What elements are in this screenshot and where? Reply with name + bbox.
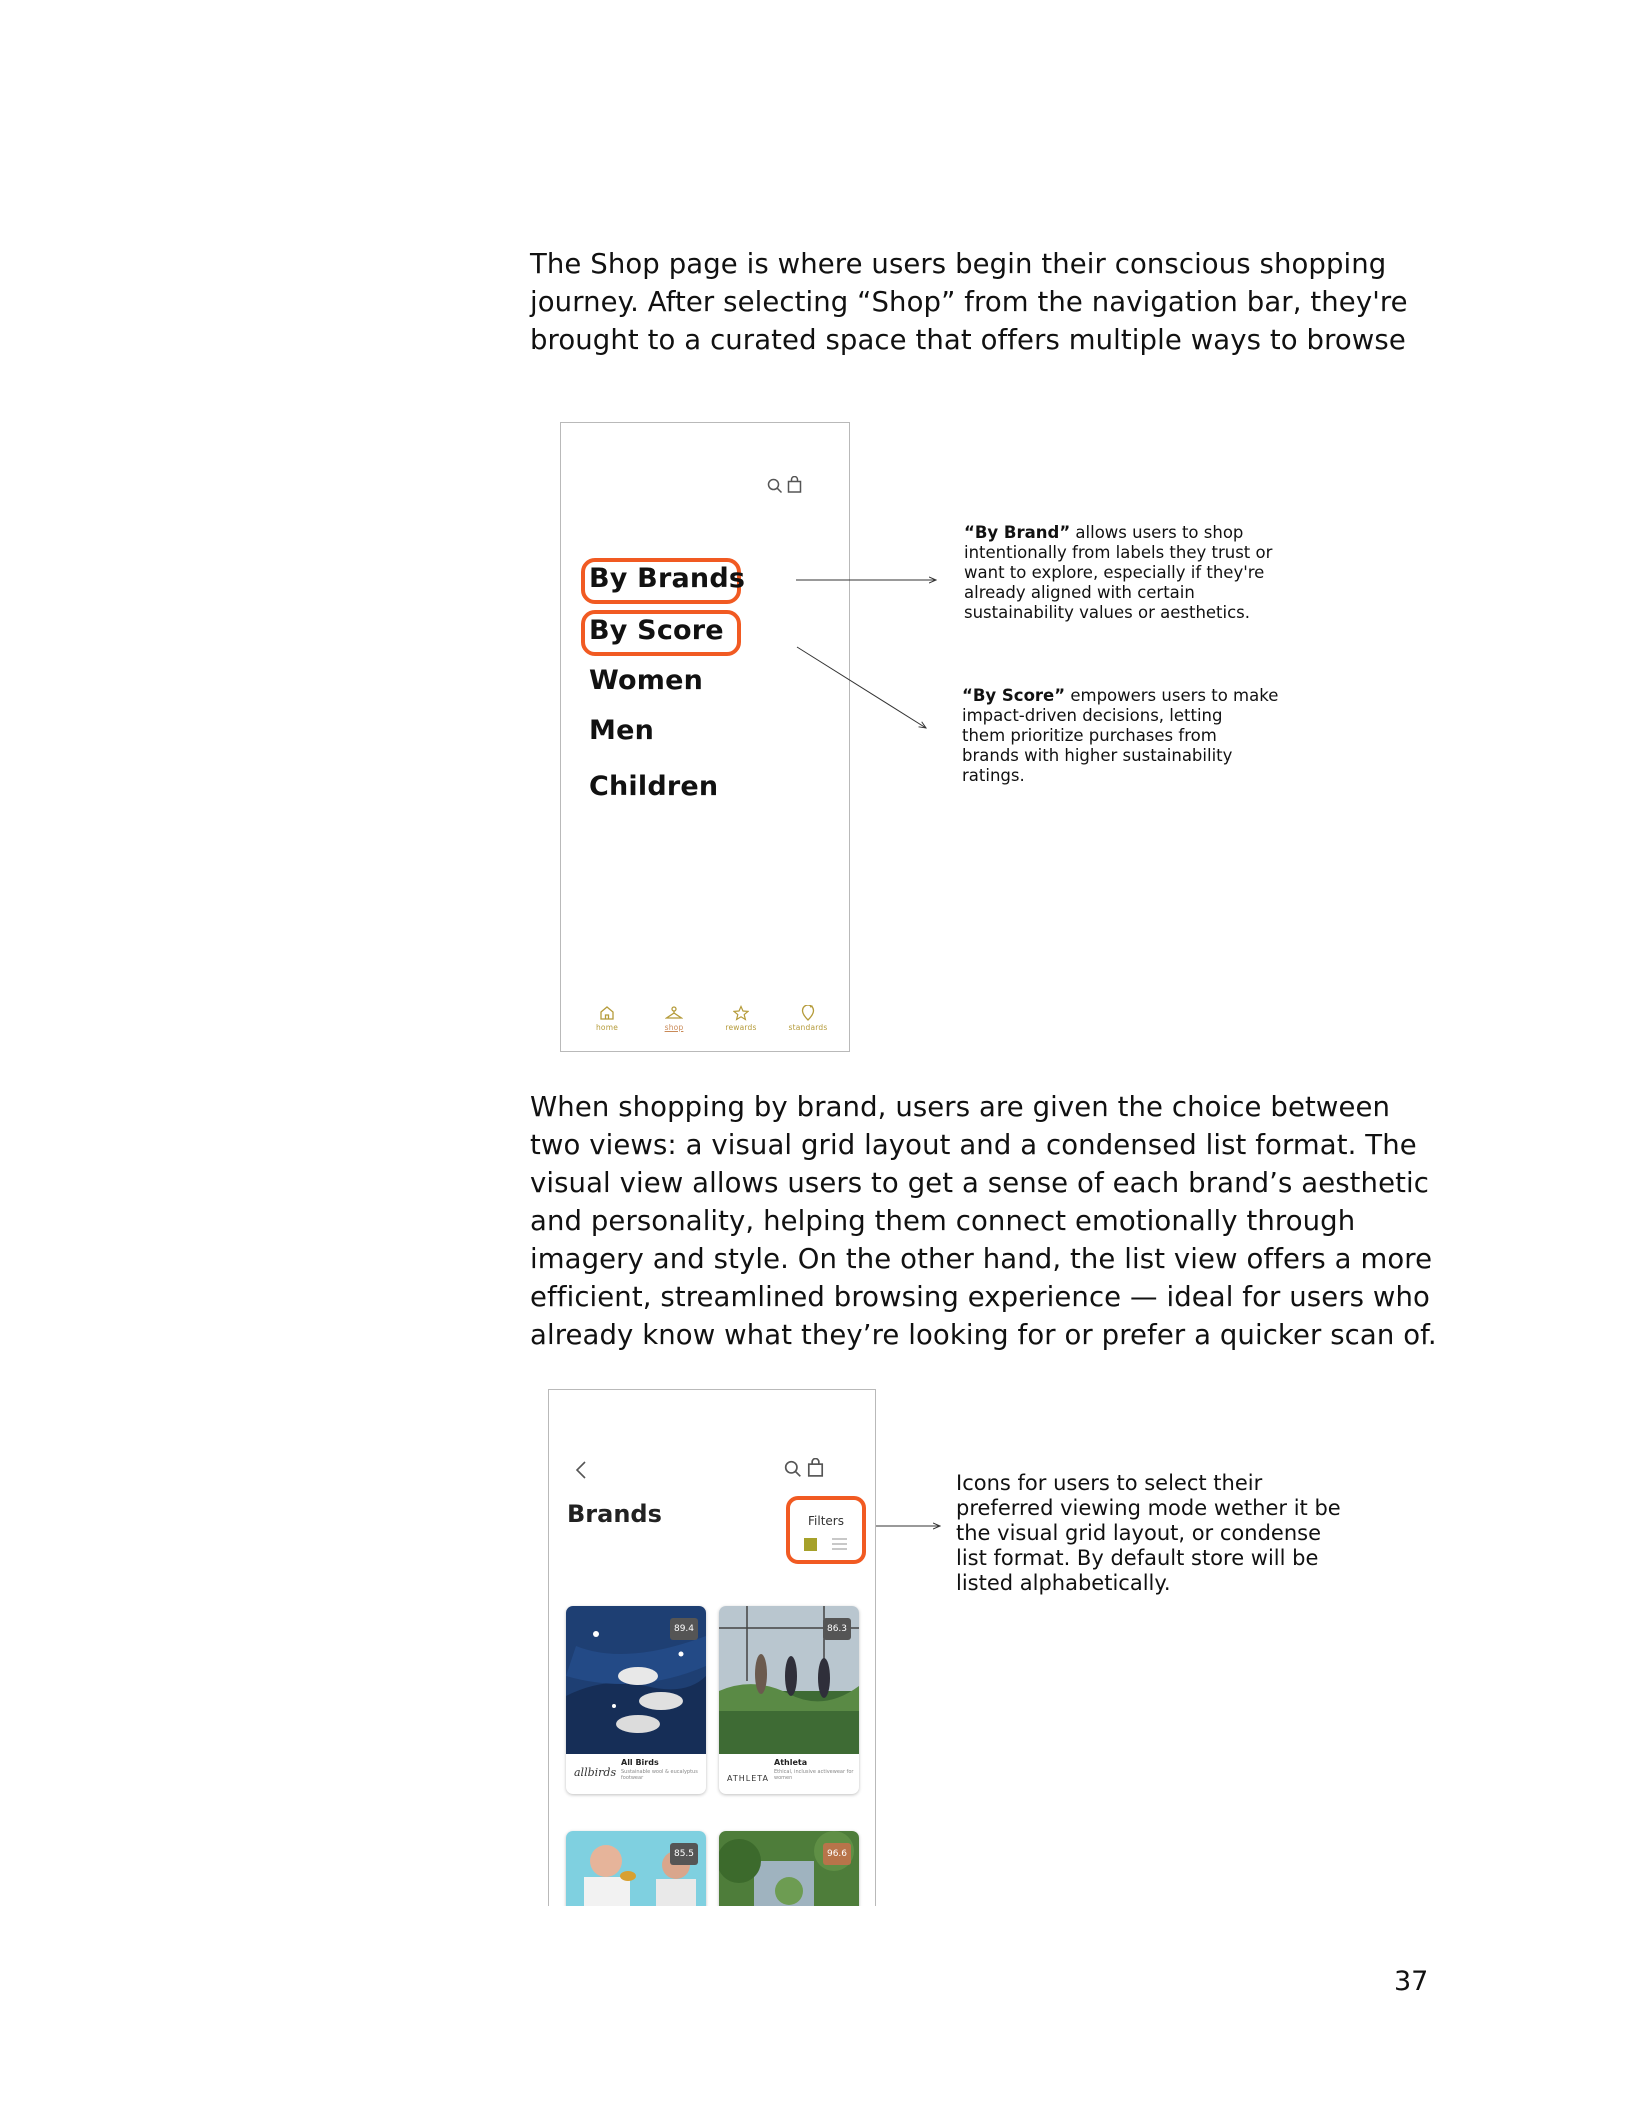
by-brand-annotation bbox=[964, 523, 1272, 623]
menu-item-by-brands[interactable]: By Brands bbox=[589, 563, 746, 594]
text-line: want to explore, especially if they're bbox=[964, 563, 1265, 582]
text-line: brought to a curated space that offers multiple ways to browse bbox=[530, 324, 1406, 356]
text-line: Icons for users to select their bbox=[956, 1471, 1263, 1495]
text-line: impact-driven decisions, letting bbox=[962, 706, 1223, 725]
brand-name: Athleta bbox=[774, 1758, 808, 1767]
brand-name: All Birds bbox=[621, 1758, 659, 1767]
bag-icon[interactable] bbox=[807, 1458, 824, 1477]
text-line: intentionally from labels they trust or bbox=[964, 543, 1273, 562]
nav-standards-label: standards bbox=[788, 1023, 828, 1032]
text-line: visual view allows users to get a sense of each brand’s aesthetic bbox=[530, 1167, 1429, 1199]
text-line: two views: a visual grid layout and a condensed list format. The bbox=[530, 1129, 1417, 1161]
text-line: allows users to shop bbox=[1070, 523, 1244, 542]
by-brand-annotation-bold: “By Brand” bbox=[964, 523, 1071, 542]
nav-rewards-label: rewards bbox=[725, 1023, 757, 1032]
nav-home-label: home bbox=[595, 1023, 619, 1032]
text-line: The Shop page is where users begin their conscious shopping bbox=[530, 248, 1387, 280]
text-line: listed alphabetically. bbox=[956, 1571, 1171, 1595]
text-line: efficient, streamlined browsing experience — ideal for users who bbox=[530, 1281, 1430, 1313]
text-line: already aligned with certain bbox=[964, 583, 1195, 602]
page-number: 37 bbox=[1394, 1966, 1429, 1997]
brand-card-allbirds[interactable] bbox=[566, 1606, 706, 1794]
menu-item-men[interactable]: Men bbox=[589, 715, 655, 746]
by-score-annotation bbox=[962, 686, 1278, 786]
brand-card-athleta[interactable] bbox=[719, 1606, 859, 1794]
sustainability-score: 96.6 bbox=[823, 1843, 851, 1865]
nav-shop-label: shop bbox=[664, 1023, 684, 1032]
brand-photo bbox=[566, 1831, 706, 1906]
sustainability-score: 86.3 bbox=[823, 1618, 851, 1640]
text-line: and personality, helping them connect emotionally through bbox=[530, 1205, 1356, 1237]
search-icon[interactable] bbox=[784, 1460, 802, 1478]
text-line: empowers users to make bbox=[1065, 686, 1279, 705]
by-score-annotation-bold: “By Score” bbox=[962, 686, 1066, 705]
text-line: When shopping by brand, users are given the choice between bbox=[530, 1091, 1391, 1123]
brand-card[interactable] bbox=[719, 1831, 859, 1906]
menu-item-children[interactable]: Children bbox=[589, 771, 719, 802]
menu-item-women[interactable]: Women bbox=[589, 665, 704, 696]
brand-photo bbox=[719, 1606, 859, 1754]
text-line: them prioritize purchases from bbox=[962, 726, 1217, 745]
menu-item-by-score[interactable]: By Score bbox=[589, 615, 724, 646]
text-line: brands with higher sustainability bbox=[962, 746, 1233, 765]
brand-photo bbox=[719, 1831, 859, 1906]
brand-logo: ATHLETA bbox=[727, 1774, 770, 1783]
view-mode-annotation bbox=[956, 1471, 1341, 1596]
back-chevron-icon[interactable] bbox=[575, 1460, 587, 1480]
sustainability-score: 89.4 bbox=[670, 1618, 698, 1640]
text-line: already know what they’re looking for or prefer a quicker scan of. bbox=[530, 1319, 1437, 1351]
brand-photo bbox=[566, 1606, 706, 1754]
brand-logo: allbirds bbox=[574, 1766, 617, 1779]
text-line: ratings. bbox=[962, 766, 1025, 785]
page-title: Brands bbox=[567, 1500, 662, 1528]
text-line: journey. After selecting “Shop” from the navigation bar, they're bbox=[530, 286, 1408, 318]
text-line: the visual grid layout, or condense bbox=[956, 1521, 1321, 1545]
filters-label[interactable]: Filters bbox=[808, 1514, 844, 1528]
text-line: list format. By default store will be bbox=[956, 1546, 1319, 1570]
brand-view-paragraph bbox=[530, 1088, 1437, 1354]
text-line: preferred viewing mode wether it be bbox=[956, 1496, 1341, 1520]
list-view-icon[interactable] bbox=[832, 1538, 847, 1551]
text-line: sustainability values or aesthetics. bbox=[964, 603, 1251, 622]
sustainability-score: 85.5 bbox=[670, 1843, 698, 1865]
brands-screen-mockup bbox=[548, 1389, 876, 1906]
brand-description: Sustainable wool & eucalyptus footwear bbox=[621, 1769, 698, 1781]
view-mode-filters bbox=[786, 1496, 866, 1564]
by-score-arrow bbox=[797, 647, 926, 728]
text-line: imagery and style. On the other hand, the list view offers a more bbox=[530, 1243, 1433, 1275]
brand-description: Ethical, inclusive activewear for women bbox=[774, 1769, 854, 1781]
grid-view-icon[interactable] bbox=[804, 1538, 817, 1551]
brand-card[interactable] bbox=[566, 1831, 706, 1906]
